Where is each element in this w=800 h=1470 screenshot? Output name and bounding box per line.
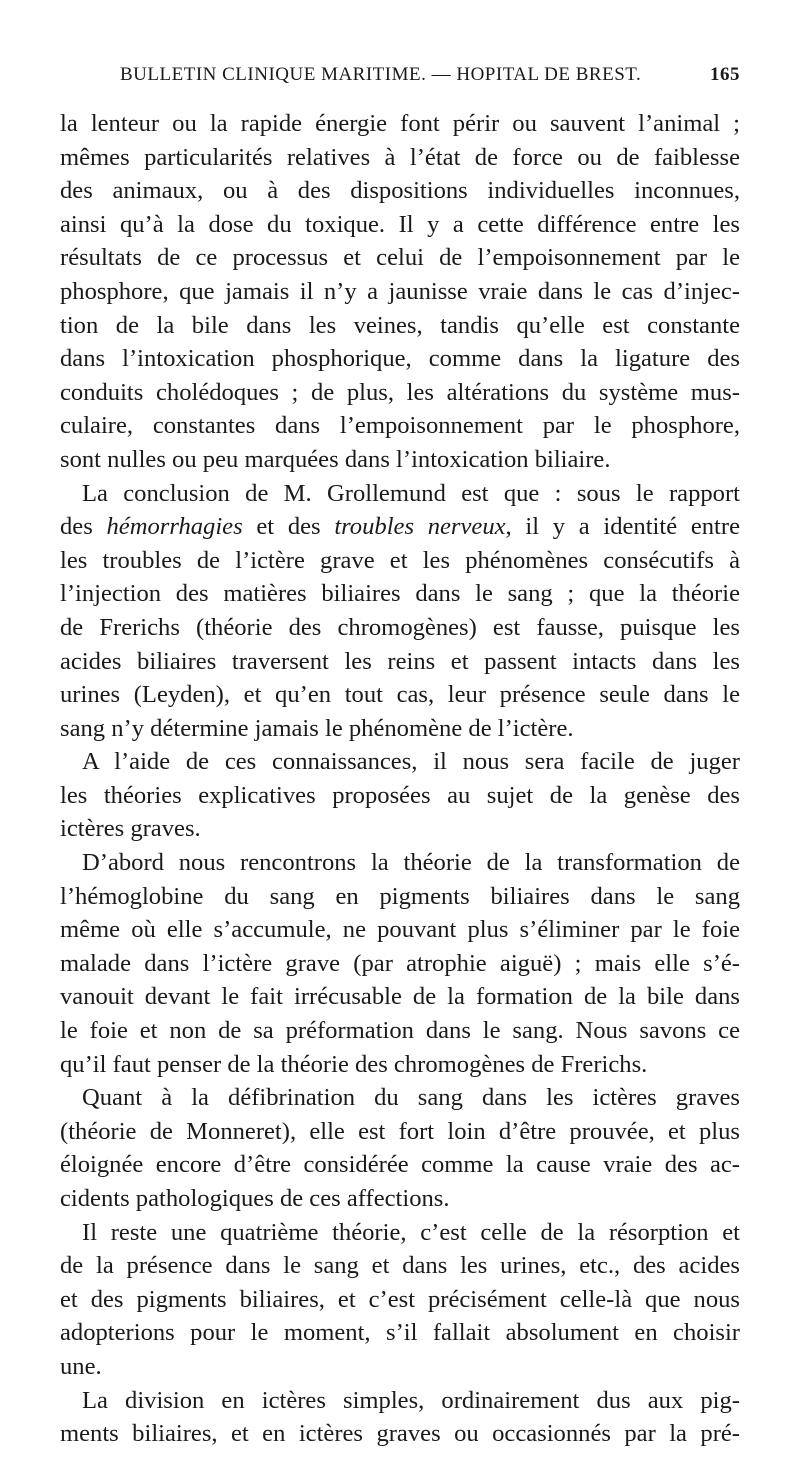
text-line-with-emphasis bbox=[60, 510, 740, 544]
text-line: A l’aide de ces connaissances, il nous sera facile de juger bbox=[82, 748, 740, 776]
running-head bbox=[120, 64, 740, 94]
paragraph-1 bbox=[60, 107, 740, 477]
text-line: urines (Leyden), et qu’en tout cas, leur présence seule dans le bbox=[60, 681, 740, 709]
text-fragment: et des bbox=[242, 513, 335, 541]
emphasis-hemorrhagies: hémorrhagies bbox=[106, 513, 243, 541]
text-line: malade dans l’ictère grave (par atrophie aiguë) ; mais elle s’é- bbox=[60, 949, 740, 977]
paragraph-5 bbox=[60, 1081, 740, 1215]
emphasis-troubles-nerveux: troubles nerveux bbox=[334, 513, 506, 541]
text-line: les théories explicatives proposées au sujet de la genèse des bbox=[60, 781, 740, 809]
running-title: BULLETIN CLINIQUE MARITIME. — HOPITAL DE BREST. bbox=[120, 64, 642, 85]
text-fragment: des bbox=[60, 513, 107, 541]
text-line: de Frerichs (théorie des chromogènes) est fausse, puisque les bbox=[60, 613, 740, 641]
text-line: D’abord nous rencontrons la théorie de la transformation de bbox=[82, 849, 740, 877]
text-line: La division en ictères simples, ordinairement dus aux pig- bbox=[82, 1386, 740, 1414]
text-line: phosphore, que jamais il n’y a jaunisse vraie dans le cas d’injec- bbox=[60, 277, 740, 305]
text-line: des animaux, ou à des dispositions individuelles inconnues, bbox=[60, 177, 740, 205]
paragraph-3 bbox=[60, 745, 740, 846]
body-text bbox=[60, 107, 740, 1451]
text-line: tion de la bile dans les veines, tandis qu’elle est constante bbox=[60, 311, 740, 339]
text-line: cidents pathologiques de ces affections. bbox=[60, 1185, 450, 1212]
text-fragment: , il y a identité entre bbox=[505, 513, 740, 541]
text-line: ainsi qu’à la dose du toxique. Il y a cette différence entre les bbox=[60, 210, 740, 238]
text-line: adopterions pour le moment, s’il fallait absolument en choisir bbox=[60, 1319, 740, 1347]
paragraph-6 bbox=[60, 1216, 740, 1384]
text-line: (théorie de Monneret), elle est fort loin d’être prouvée, et plus bbox=[60, 1117, 740, 1145]
text-line: l’hémoglobine du sang en pigments biliaires dans le sang bbox=[60, 882, 740, 910]
text-line: Il reste une quatrième théorie, c’est celle de la résorption et bbox=[82, 1218, 740, 1246]
text-line: culaire, constantes dans l’empoisonnement par le phosphore, bbox=[60, 412, 740, 440]
text-line: mêmes particularités relatives à l’état de force ou de faiblesse bbox=[60, 143, 740, 171]
text-line: éloignée encore d’être considérée comme la cause vraie des ac- bbox=[60, 1151, 740, 1179]
text-line: sont nulles ou peu marquées dans l’intoxication biliaire. bbox=[60, 445, 611, 473]
text-line: conduits cholédoques ; de plus, les altérations du système mus- bbox=[60, 378, 740, 406]
paragraph-4 bbox=[60, 846, 740, 1081]
text-line: le foie et non de sa préformation dans le sang. Nous savons ce bbox=[60, 1017, 740, 1045]
paragraph-7 bbox=[60, 1384, 740, 1451]
text-line: résultats de ce processus et celui de l’empoisonnement par le bbox=[60, 244, 740, 272]
text-line: même où elle s’accumule, ne pouvant plus s’éliminer par le foie bbox=[60, 916, 740, 944]
text-line: ictères graves. bbox=[60, 815, 201, 843]
text-line: acides biliaires traversent les reins et passent intacts dans les bbox=[60, 647, 740, 675]
text-line: dans l’intoxication phosphorique, comme dans la ligature des bbox=[60, 345, 740, 373]
text-line: La conclusion de M. Grollemund est que : sous le rapport bbox=[82, 479, 740, 507]
text-line: vanouit devant le fait irrécusable de la formation de la bile dans bbox=[60, 983, 740, 1011]
text-line: Quant à la défibrination du sang dans les ictères graves bbox=[82, 1084, 740, 1112]
text-line: sang n’y détermine jamais le phénomène de l’ictère. bbox=[60, 714, 574, 742]
text-line: la lenteur ou la rapide énergie font périr ou sauvent l’animal ; bbox=[60, 110, 740, 137]
text-line: qu’il faut penser de la théorie des chromogènes de Frerichs. bbox=[60, 1050, 648, 1078]
paragraph-2 bbox=[60, 477, 740, 746]
text-line: les troubles de l’ictère grave et les phénomènes consécutifs à bbox=[60, 546, 740, 574]
page-number: 165 bbox=[710, 64, 740, 85]
text-line: et des pigments biliaires, et c’est précisément celle-là que nous bbox=[60, 1285, 740, 1313]
text-line: l’injection des matières biliaires dans le sang ; que la théorie bbox=[60, 580, 740, 608]
text-line: de la présence dans le sang et dans les urines, etc., des acides bbox=[60, 1252, 740, 1280]
text-line: une. bbox=[60, 1352, 102, 1380]
text-line: ments biliaires, et en ictères graves ou occasionnés par la pré- bbox=[60, 1420, 740, 1448]
